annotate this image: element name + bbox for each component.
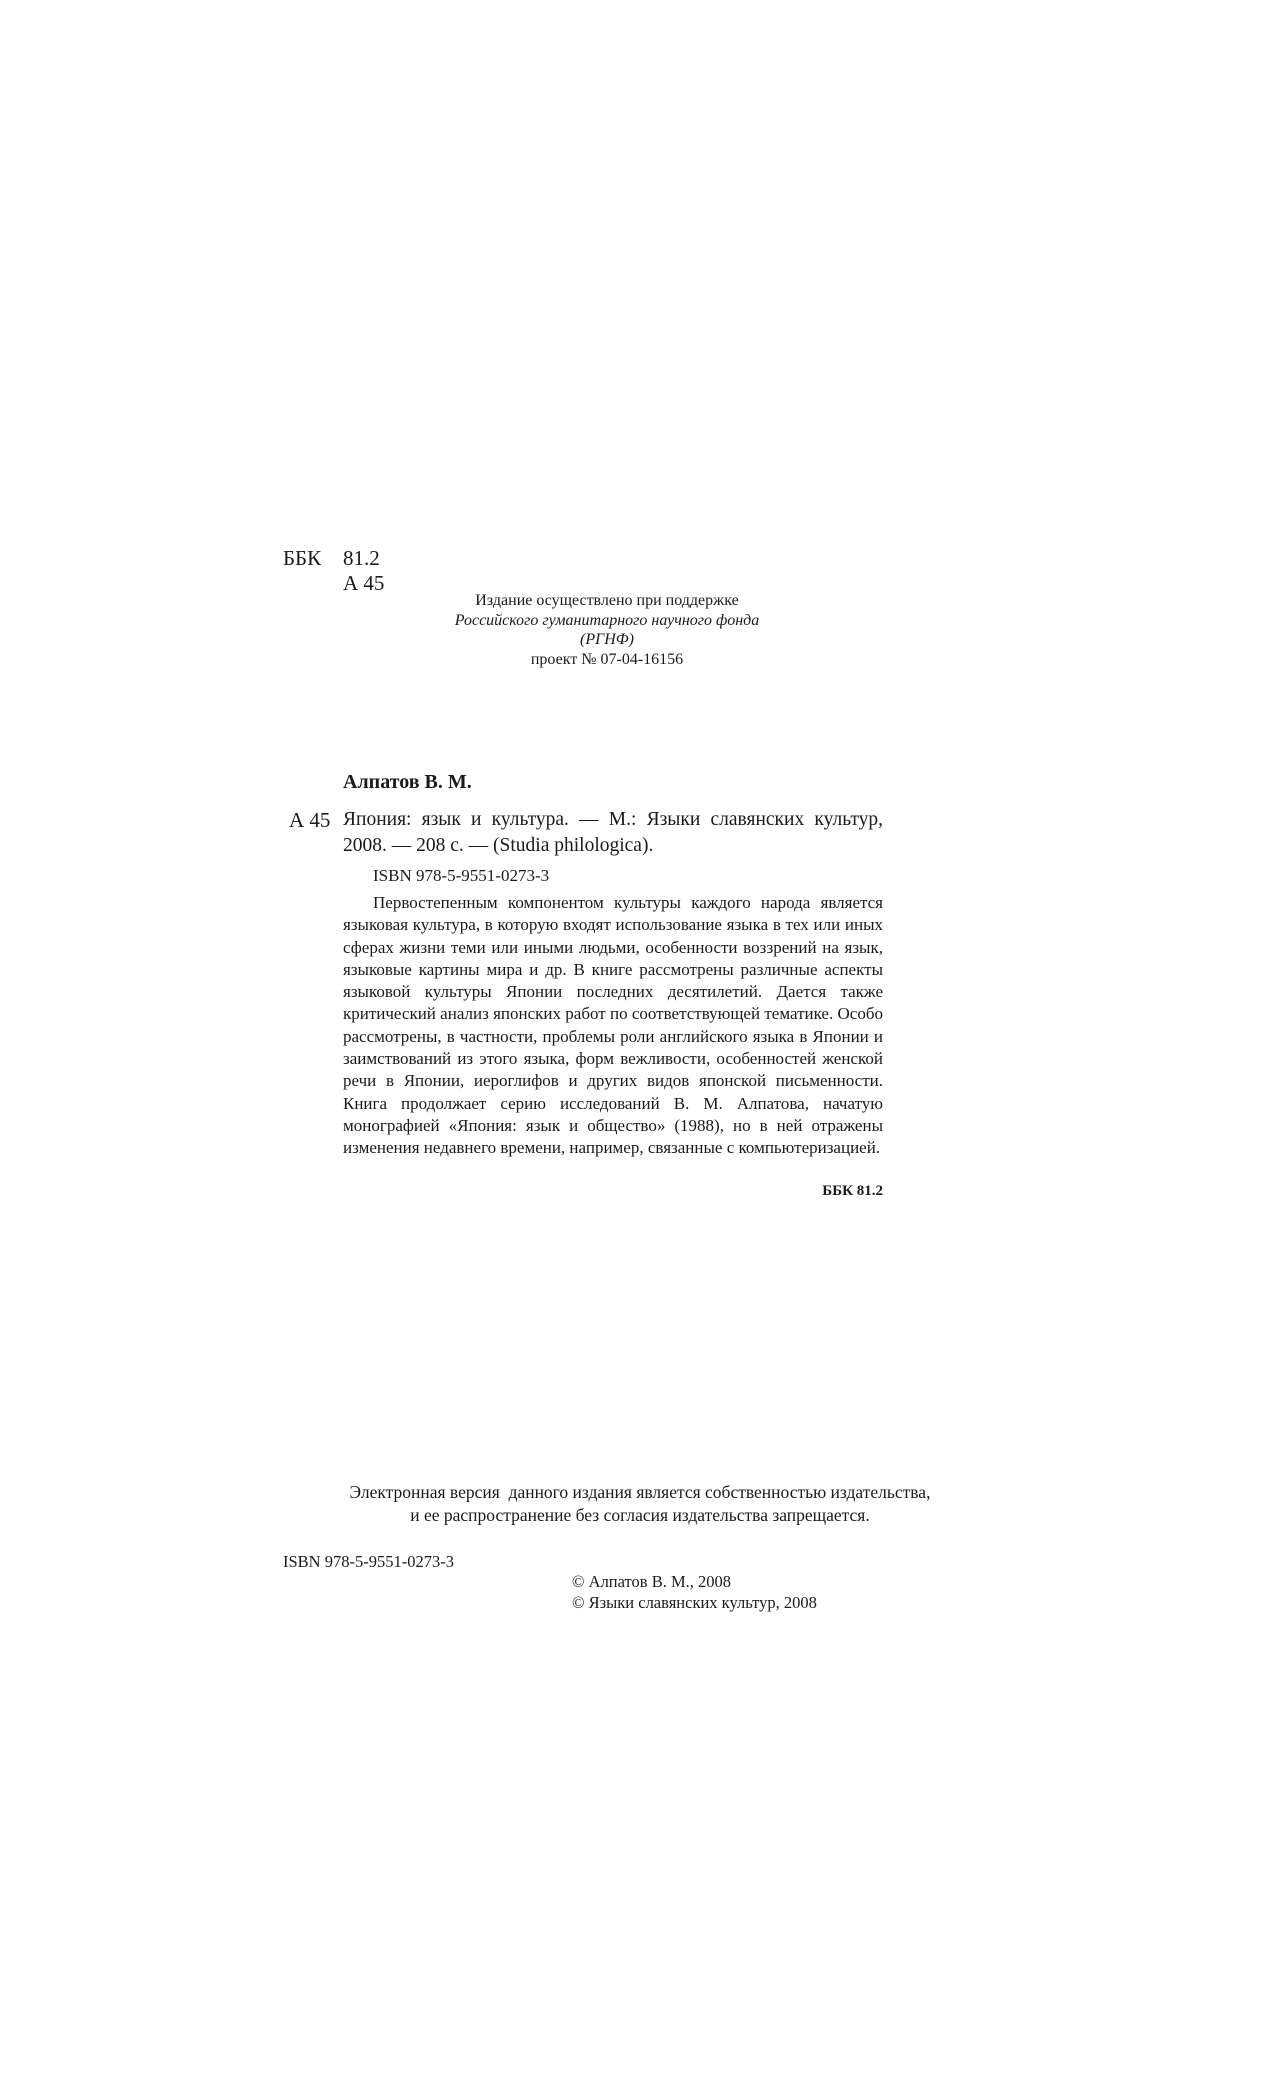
support-project-number: проект № 07-04-16156 <box>530 650 684 668</box>
support-fund-abbr: (РГНФ) <box>580 631 634 648</box>
support-fund-name: Российского гуманитарного научного фонда <box>454 611 760 629</box>
electronic-version-notice <box>240 1481 1040 1527</box>
author-sign: А 45 <box>343 571 385 595</box>
author-name: Алпатов В. М. <box>343 771 472 793</box>
notice-line: и ее распространение без согласия издательства запрещается. <box>410 1505 870 1525</box>
record-author-sign: А 45 <box>289 808 331 832</box>
grant-support-note <box>407 591 807 669</box>
notice-line: Электронная версия данного издания является собственностью издательства, <box>349 1482 931 1502</box>
bbk-code: 81.2 <box>343 546 380 570</box>
support-line: Издание осуществлено при поддержке <box>475 592 739 609</box>
record-isbn: ISBN 978-5-9551-0273-3 <box>373 866 550 885</box>
bbk-label: ББК <box>283 546 322 570</box>
copyright-author: © Алпатов В. М., 2008 <box>572 1572 731 1591</box>
bibliographic-description: Япония: язык и культура. — М.: Языки славянских культур, 2008. — 208 с. — (Studia philologica). <box>343 809 883 856</box>
record-bbk: ББК 81.2 <box>822 1183 883 1199</box>
footer-isbn: ISBN 978-5-9551-0273-3 <box>283 1552 454 1571</box>
copyright-publisher: © Языки славянских культур, 2008 <box>572 1593 817 1612</box>
annotation: Первостепенным компонентом культуры каждого народа является языковая культура, в которую входят использование языка в тех или иных сферах жизни теми или иными людьми, особенности воззрений на язык, языковые картины мира и др. В книге рассмотрены различные аспекты языковой культуры Японии последних десятилетий. Дается также критический анализ японских работ по соответствующей тематике. Особо рассмотрены, в частности, проблемы роли английского языка в Японии и заимствований из этого языка, форм вежливости, особенностей женской речи в Японии, иероглифов и других видов японской письменности. Книга продолжает серию исследований В. М. Алпатова, начатую монографией «Япония: язык и общество» (1988), но в ней отражены изменения недавнего времени, например, связанные с компьютеризацией. <box>343 893 883 1158</box>
